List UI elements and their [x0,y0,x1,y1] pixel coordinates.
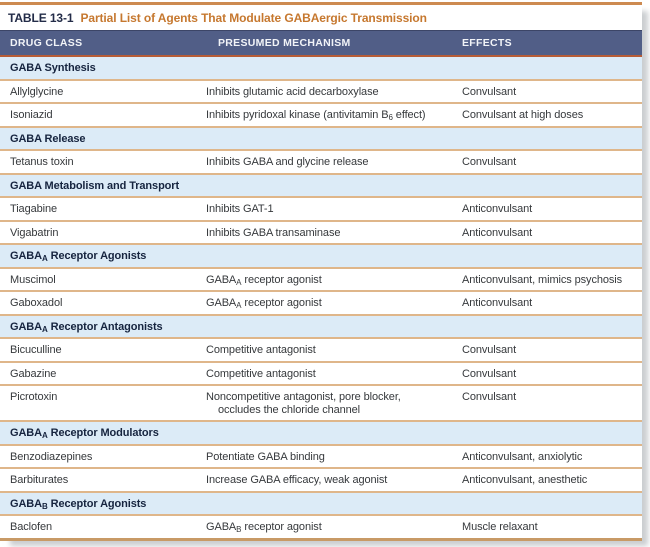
drug-row [0,445,642,469]
cell-mechanism: Noncompetitive antagonist, pore blocker, occludes the chloride channel [208,385,452,421]
cell-effects: Anticonvulsant, anxiolytic [452,445,642,469]
drug-row [0,291,642,315]
cell-drug: Vigabatrin [0,221,208,245]
drug-row [0,221,642,245]
drug-row [0,468,642,492]
cell-drug: Tetanus toxin [0,150,208,174]
table-caption: Partial List of Agents That Modulate GABAergic Transmission [80,11,427,25]
cell-effects: Convulsant [452,385,642,421]
cell-mechanism: Inhibits glutamic acid decarboxylase [208,80,452,104]
section-row [0,315,642,339]
column-header-presumed-mechanism: PRESUMED MECHANISM [208,31,452,57]
cell-mechanism: Inhibits GAT-1 [208,197,452,221]
section-row [0,492,642,516]
cell-effects: Convulsant [452,150,642,174]
column-header-effects: EFFECTS [452,31,642,57]
cell-drug: Tiagabine [0,197,208,221]
cell-mechanism: Competitive antagonist [208,338,452,362]
cell-effects: Convulsant [452,338,642,362]
drug-row [0,515,642,538]
cell-mechanism: $GABA_A$ receptor agonist [208,268,452,292]
section-row [0,244,642,268]
cell-mechanism: Inhibits GABA and glycine release [208,150,452,174]
drug-row [0,103,642,127]
cell-mechanism: $GABA_A$ receptor agonist [208,291,452,315]
cell-effects: Convulsant [452,362,642,386]
section-row [0,127,642,151]
cell-effects: Anticonvulsant, anesthetic [452,468,642,492]
cell-effects: Anticonvulsant [452,197,642,221]
drug-row [0,362,642,386]
section-label: $GABA_A$ Receptor Agonists [0,244,642,268]
cell-effects: Convulsant at high doses [452,103,642,127]
cell-drug: Picrotoxin [0,385,208,421]
section-row [0,174,642,198]
cell-mechanism: Potentiate GABA binding [208,445,452,469]
section-label: $GABA_B$ Receptor Agonists [0,492,642,516]
cell-mechanism: Inhibits pyridoxal kinase (antivitamin $B_6$ effect) [208,103,452,127]
section-label: $GABA_A$ Receptor Modulators [0,421,642,445]
cell-effects: Anticonvulsant, mimics psychosis [452,268,642,292]
drug-row [0,150,642,174]
column-header-row [0,31,642,57]
agents-table [0,30,642,538]
section-label: $GABA_A$ Receptor Antagonists [0,315,642,339]
cell-effects: Convulsant [452,80,642,104]
cell-drug: Gabazine [0,362,208,386]
cell-drug: Isoniazid [0,103,208,127]
cell-mechanism: Increase GABA efficacy, weak agonist [208,468,452,492]
cell-drug: Allylglycine [0,80,208,104]
drug-row [0,197,642,221]
section-row [0,56,642,80]
column-header-drug-class: DRUG CLASS [0,31,208,57]
section-label: GABA Release [0,127,642,151]
cell-drug: Baclofen [0,515,208,538]
drug-row [0,80,642,104]
cell-mechanism: $GABA_B$ receptor agonist [208,515,452,538]
cell-effects: Muscle relaxant [452,515,642,538]
cell-drug: Gaboxadol [0,291,208,315]
cell-mechanism: Inhibits GABA transaminase [208,221,452,245]
cell-effects: Anticonvulsant [452,291,642,315]
drug-row [0,268,642,292]
cell-effects: Anticonvulsant [452,221,642,245]
table-number: TABLE 13-1 [8,11,74,25]
cell-drug: Benzodiazepines [0,445,208,469]
table-13-1-card [0,2,642,541]
table-title-bar [0,5,642,30]
cell-mechanism: Competitive antagonist [208,362,452,386]
table-body [0,56,642,538]
section-label: GABA Synthesis [0,56,642,80]
cell-drug: Muscimol [0,268,208,292]
drug-row [0,385,642,421]
section-label: GABA Metabolism and Transport [0,174,642,198]
section-row [0,421,642,445]
drug-row [0,338,642,362]
cell-drug: Bicuculline [0,338,208,362]
cell-drug: Barbiturates [0,468,208,492]
